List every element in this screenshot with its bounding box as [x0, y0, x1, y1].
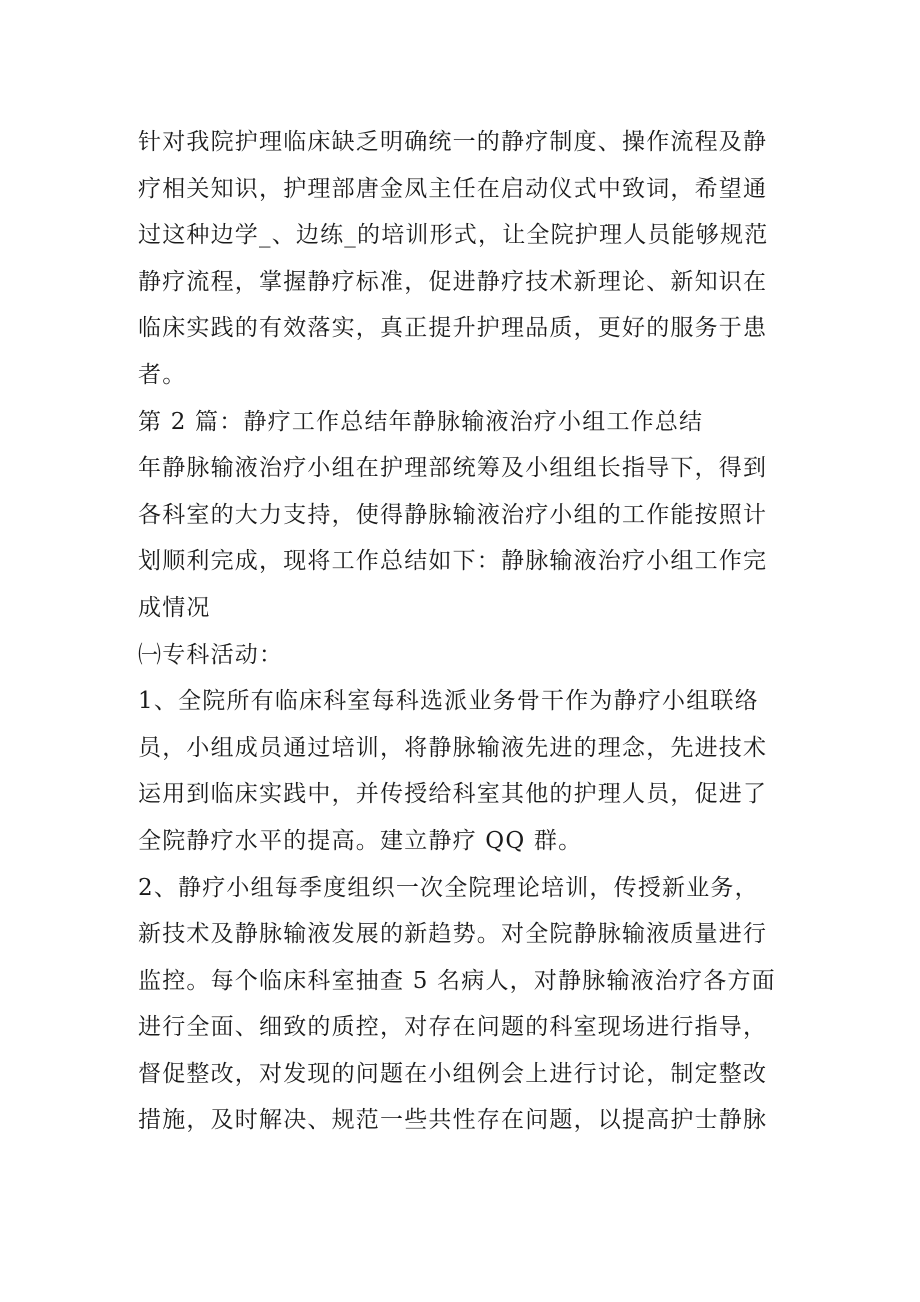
text-line: 各科室的大力支持，使得静脉输液治疗小组的工作能按照计 [138, 501, 768, 528]
text-line: 监控。每个临床科室抽查 5 名病人，对静脉输液治疗各方面 [138, 967, 776, 994]
text-line: 2、静疗小组每季度组织一次全院理论培训，传授新业务， [138, 874, 759, 901]
text-line: 员，小组成员通过培训，将静脉输液先进的理念，先进技术 [138, 734, 768, 761]
document-body [138, 119, 818, 1144]
text-line: 划顺利完成，现将工作总结如下：静脉输液治疗小组工作完 [138, 548, 768, 575]
text-line: 1、全院所有临床科室每科选派业务骨干作为静疗小组联络 [138, 688, 759, 715]
text-line: 临床实践的有效落实，真正提升护理品质，更好的服务于患 [138, 315, 768, 342]
text-line: 针对我院护理临床缺乏明确统一的静疗制度、操作流程及静 [138, 129, 768, 155]
text-line: 年静脉输液治疗小组在护理部统筹及小组组长指导下，得到 [138, 455, 768, 482]
text-line: 督促整改，对发现的问题在小组例会上进行讨论，制定整改 [138, 1060, 768, 1087]
text-line: 疗相关知识，护理部唐金凤主任在启动仪式中致词，希望通 [138, 175, 768, 202]
text-line: 措施，及时解决、规范一些共性存在问题，以提高护士静脉 [138, 1107, 768, 1134]
text-line: 运用到临床实践中，并传授给科室其他的护理人员，促进了 [138, 781, 768, 808]
text-line: 进行全面、细致的质控，对存在问题的科室现场进行指导， [138, 1014, 768, 1041]
text-line: 成情况 [138, 594, 211, 621]
text-line: 静疗流程，掌握静疗标准，促进静疗技术新理论、新知识在 [138, 268, 768, 295]
subsection-heading: ㈠专科活动： [138, 641, 284, 668]
section-heading: 第 2 篇：静疗工作总结年静脉输液治疗小组工作总结 [138, 408, 704, 435]
text-line: 全院静疗水平的提高。建立静疗 QQ 群。 [138, 827, 583, 854]
text-line: 过这种边学_、边练_的培训形式，让全院护理人员能够规范 [138, 222, 769, 249]
text-line: 新技术及静脉输液发展的新趋势。对全院静脉输液质量进行 [138, 921, 768, 948]
text-line: 者。 [138, 361, 187, 388]
